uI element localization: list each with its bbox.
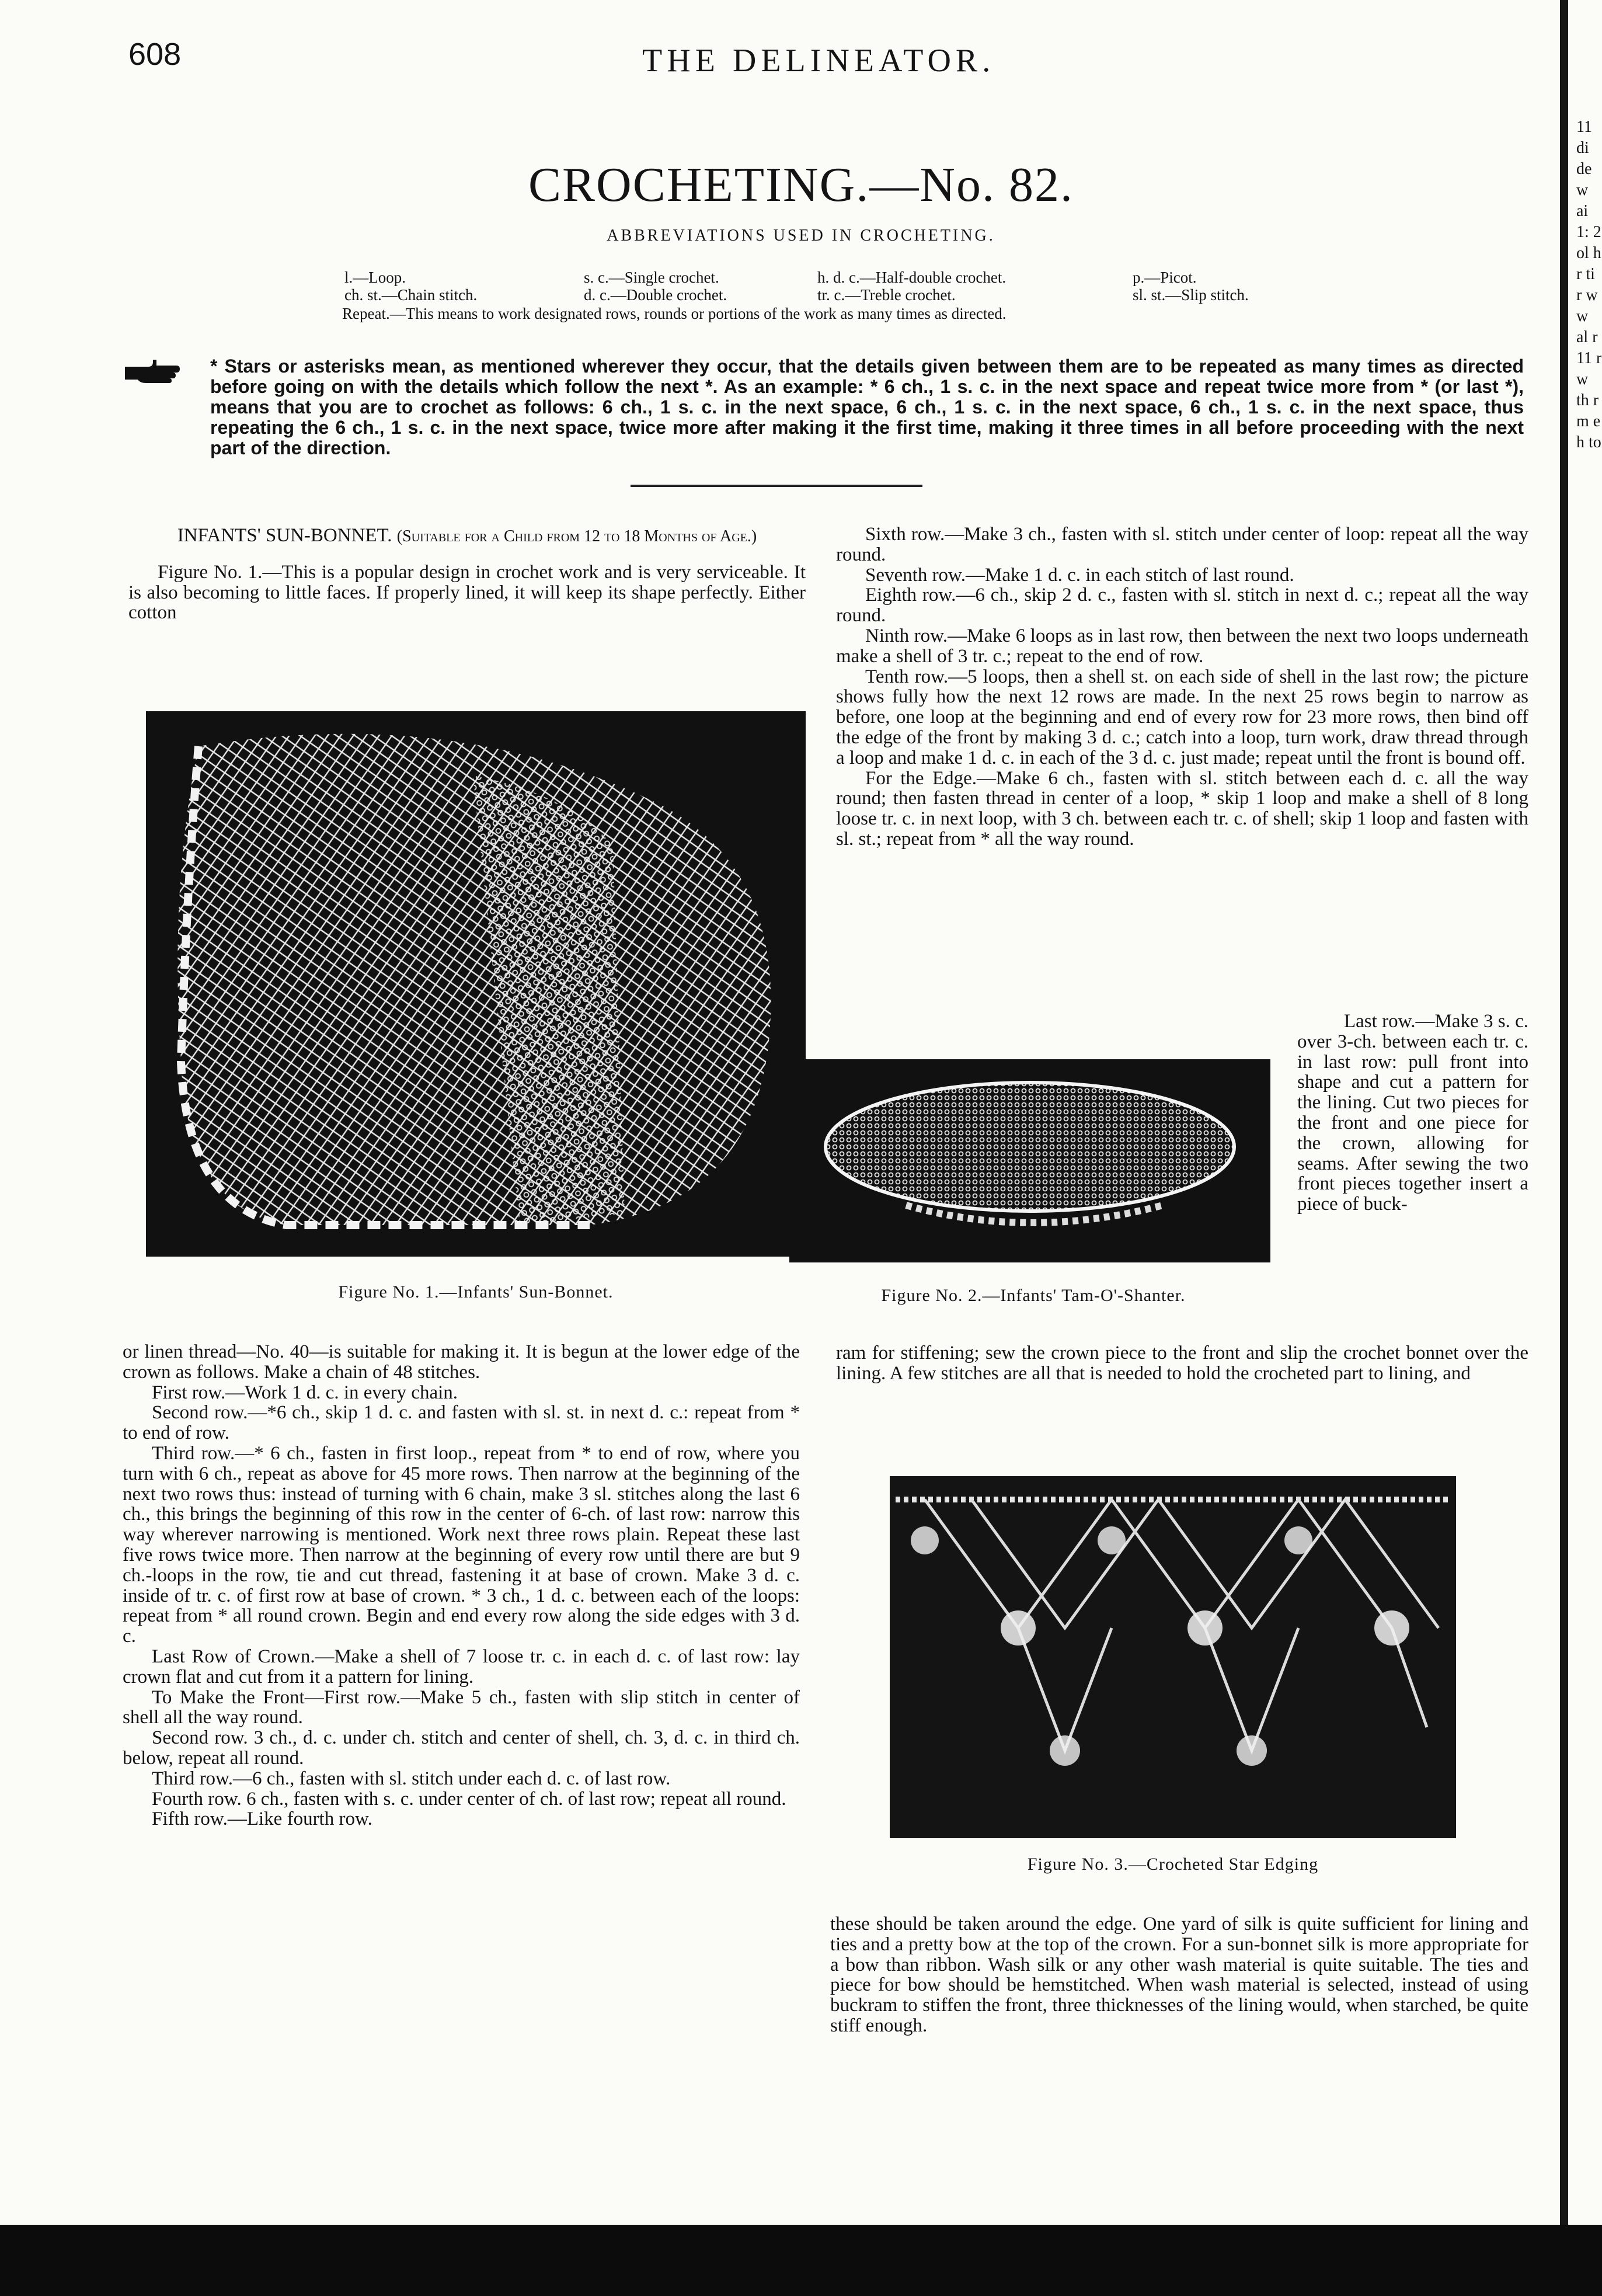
paragraph: Seventh row.—Make 1 d. c. in each stitch of last round. <box>865 564 1294 586</box>
figure-2-photo <box>789 1059 1270 1262</box>
paragraph: Tenth row.—5 loops, then a shell st. on each side of shell in the last row; the picture shows fully how the next 12 rows are made. In the next 25 rows begin to narrow as before, one loop at the beginning and end of every row for 23 more rows, then bind off the edge of the front by making 3 d. c.; catch into a loop, turn work, draw thread through a loop and make 1 d. c. in each of the 3 d. c. just made; repeat until the front is bound off. <box>836 666 1528 768</box>
right-narrow-column <box>1297 1011 1528 1215</box>
abbr-item: d. c.—Double crochet. <box>584 286 727 304</box>
pointing-hand-icon <box>123 356 181 385</box>
bottom-scan-band <box>0 2225 1602 2296</box>
abbr-item: p.—Picot. <box>1133 269 1197 286</box>
page-title: CROCHETING.—No. 82. <box>528 158 1074 212</box>
paragraph: Last Row of Crown.—Make a shell of 7 loose tr. c. in each d. c. of last row: lay crown flat and cut from it a pattern for lining. <box>123 1646 800 1688</box>
abbreviation-repeat: Repeat.—This means to work designated rows, rounds or portions of the work as many times as directed. <box>342 305 1007 322</box>
abbr-item: sl. st.—Slip stitch. <box>1133 286 1249 304</box>
paragraph: First row.—Work 1 d. c. in every chain. <box>152 1382 458 1403</box>
note-text: * Stars or asterisks mean, as mentioned wherever they occur, that the details given between them are to be repeated as many times as directed before going on with the details which follow the next *. As an example: * 6 ch., 1 s. c. in the next space and repeat twice more from * (or last *), means that you are to crochet as follows: 6 ch., 1 s. c. in the next space, 6 ch., 1 s. c. in the next space, 6 ch., 1 s. c. in the next space, thus repeating the 6 ch., 1 s. c. in the next space, twice more after making it the first time, making it three times in all before proceeding with the next part of the direction. <box>210 356 1524 458</box>
paragraph: Eighth row.—6 ch., skip 2 d. c., fasten with sl. stitch in next d. c.; repeat all the way round. <box>836 585 1528 627</box>
abbreviations-list <box>344 269 1337 304</box>
figure-3-caption: Figure No. 3.—Crocheted Star Edging <box>1027 1855 1319 1874</box>
paragraph: Last row.—Make 3 s. c. over 3-ch. between each tr. c. in last row: pull front into shape and cut a pattern for the lining. Cut two pieces for the front and one piece for the crown, allowing for seams. After sewing the two front pieces together insert a piece of buck- <box>1297 1011 1528 1215</box>
figure-3-photo <box>890 1476 1456 1838</box>
paragraph: Third row.—6 ch., fasten with sl. stitch under each d. c. of last row. <box>152 1768 671 1789</box>
page-number: 608 <box>128 37 182 72</box>
article-heading: INFANTS' SUN-BONNET. <box>177 525 392 546</box>
paragraph: Fourth row. 6 ch., fasten with s. c. under center of ch. of last row; repeat all round. <box>152 1788 786 1810</box>
figure-1-caption: Figure No. 1.—Infants' Sun-Bonnet. <box>338 1282 614 1302</box>
paragraph: these should be taken around the edge. One yard of silk is quite sufficient for lining and ties and a pretty bow at the top of the crown. For a sun-bonnet silk is more appropriate for a bow than ribbon. Wash silk or any other wash material is quite suitable. The ties and piece for bow should be hemstitched. When wash material is selected, instead of using buckram to stiffen the front, three thicknesses of the lining would, when starched, be quite stiff enough. <box>830 1914 1528 2036</box>
abbr-item: h. d. c.—Half-double crochet. <box>817 269 1007 286</box>
gutter-strip <box>1560 0 1568 2296</box>
abbr-item: tr. c.—Treble crochet. <box>817 286 956 304</box>
running-head: THE DELINEATOR. <box>642 43 995 79</box>
right-column-bottom <box>830 1914 1528 2036</box>
paragraph: ram for stiffening; sew the crown piece to the front and slip the crochet bonnet over the lining. A few stitches are all that is needed to hold the crocheted part to lining, and <box>836 1342 1528 1384</box>
paragraph: Second row.—*6 ch., skip 1 d. c. and fasten with sl. st. in next d. c.: repeat from * to end of row. <box>123 1402 800 1444</box>
paragraph: Fifth row.—Like fourth row. <box>152 1808 372 1830</box>
tam-o-shanter-image <box>789 1059 1270 1262</box>
sun-bonnet-image <box>146 711 806 1257</box>
right-column-middle <box>836 1343 1528 1384</box>
left-column-top <box>128 526 806 623</box>
paragraph: To Make the Front—First row.—Make 5 ch., fasten with slip stitch in center of shell all the way round. <box>123 1686 800 1728</box>
article-subheading: (Suitable for a Child from 12 to 18 Months of Age.) <box>396 527 757 545</box>
right-column-top <box>836 524 1528 850</box>
paragraph: Third row.—* 6 ch., fasten in first loop., repeat from * to end of row, where you turn with 6 ch., repeat as above for 45 more rows. Then narrow at the beginning of the next two rows thus: instead of turning with 6 chain, make 3 sl. stitches along the last 6 ch., this brings the beginning of this row in the center of 6-ch. of last row: narrow this way wherever narrowing is mentioned. Work next three rows plain. Repeat these last five rows twice more. Then narrow at the beginning of every row until there are but 9 ch.-loops in the row, tie and cut thread, fastening it at base of crown. Make 3 d. c. inside of tr. c. of first row at base of crown. * 3 ch., 1 d. c. between each of the loops: repeat from * all round crown. Begin and end every row along the side edges with 3 d. c. <box>123 1442 800 1647</box>
left-column-bottom <box>123 1342 800 1829</box>
abbreviations-heading: ABBREVIATIONS USED IN CROCHETING. <box>607 227 995 245</box>
abbr-item: s. c.—Single crochet. <box>584 269 719 286</box>
paragraph: or linen thread—No. 40—is suitable for making it. It is begun at the lower edge of the crown as follows. Make a chain of 48 stitches. <box>123 1341 800 1383</box>
paragraph: Ninth row.—Make 6 loops as in last row, then between the next two loops underneath make a shell of 3 tr. c.; repeat to the end of row. <box>836 625 1528 667</box>
paragraph: Sixth row.—Make 3 ch., fasten with sl. stitch under center of loop: repeat all the way round. <box>836 524 1528 565</box>
intro-paragraph: Figure No. 1.—This is a popular design in crochet work and is very serviceable. It is also becoming to little faces. If properly lined, it will keep its shape perfectly. Either cotton <box>128 561 806 624</box>
star-edging-image <box>890 1476 1456 1838</box>
paragraph: For the Edge.—Make 6 ch., fasten with sl. stitch between each d. c. all the way round; then fasten thread in center of a loop, * skip 1 loop and make a shell of 8 long loose tr. c. in next loop, with 3 ch. between each tr. c. of shell; skip 1 loop and fasten with sl. st.; repeat from * all the way round. <box>836 767 1528 850</box>
figure-2-caption: Figure No. 2.—Infants' Tam-O'-Shanter. <box>881 1286 1186 1305</box>
divider-rule <box>631 485 922 487</box>
abbr-item: ch. st.—Chain stitch. <box>344 286 478 304</box>
adjacent-page-fragments: 11 di de w ai 1: 2 ol h r ti r w w al r 11 r w th r m e h to <box>1576 118 1602 451</box>
paragraph: Second row. 3 ch., d. c. under ch. stitch and center of shell, ch. 3, d. c. in third ch. below, repeat all round. <box>123 1727 800 1769</box>
abbr-item: l.—Loop. <box>344 269 406 286</box>
figure-1-photo <box>146 711 806 1257</box>
